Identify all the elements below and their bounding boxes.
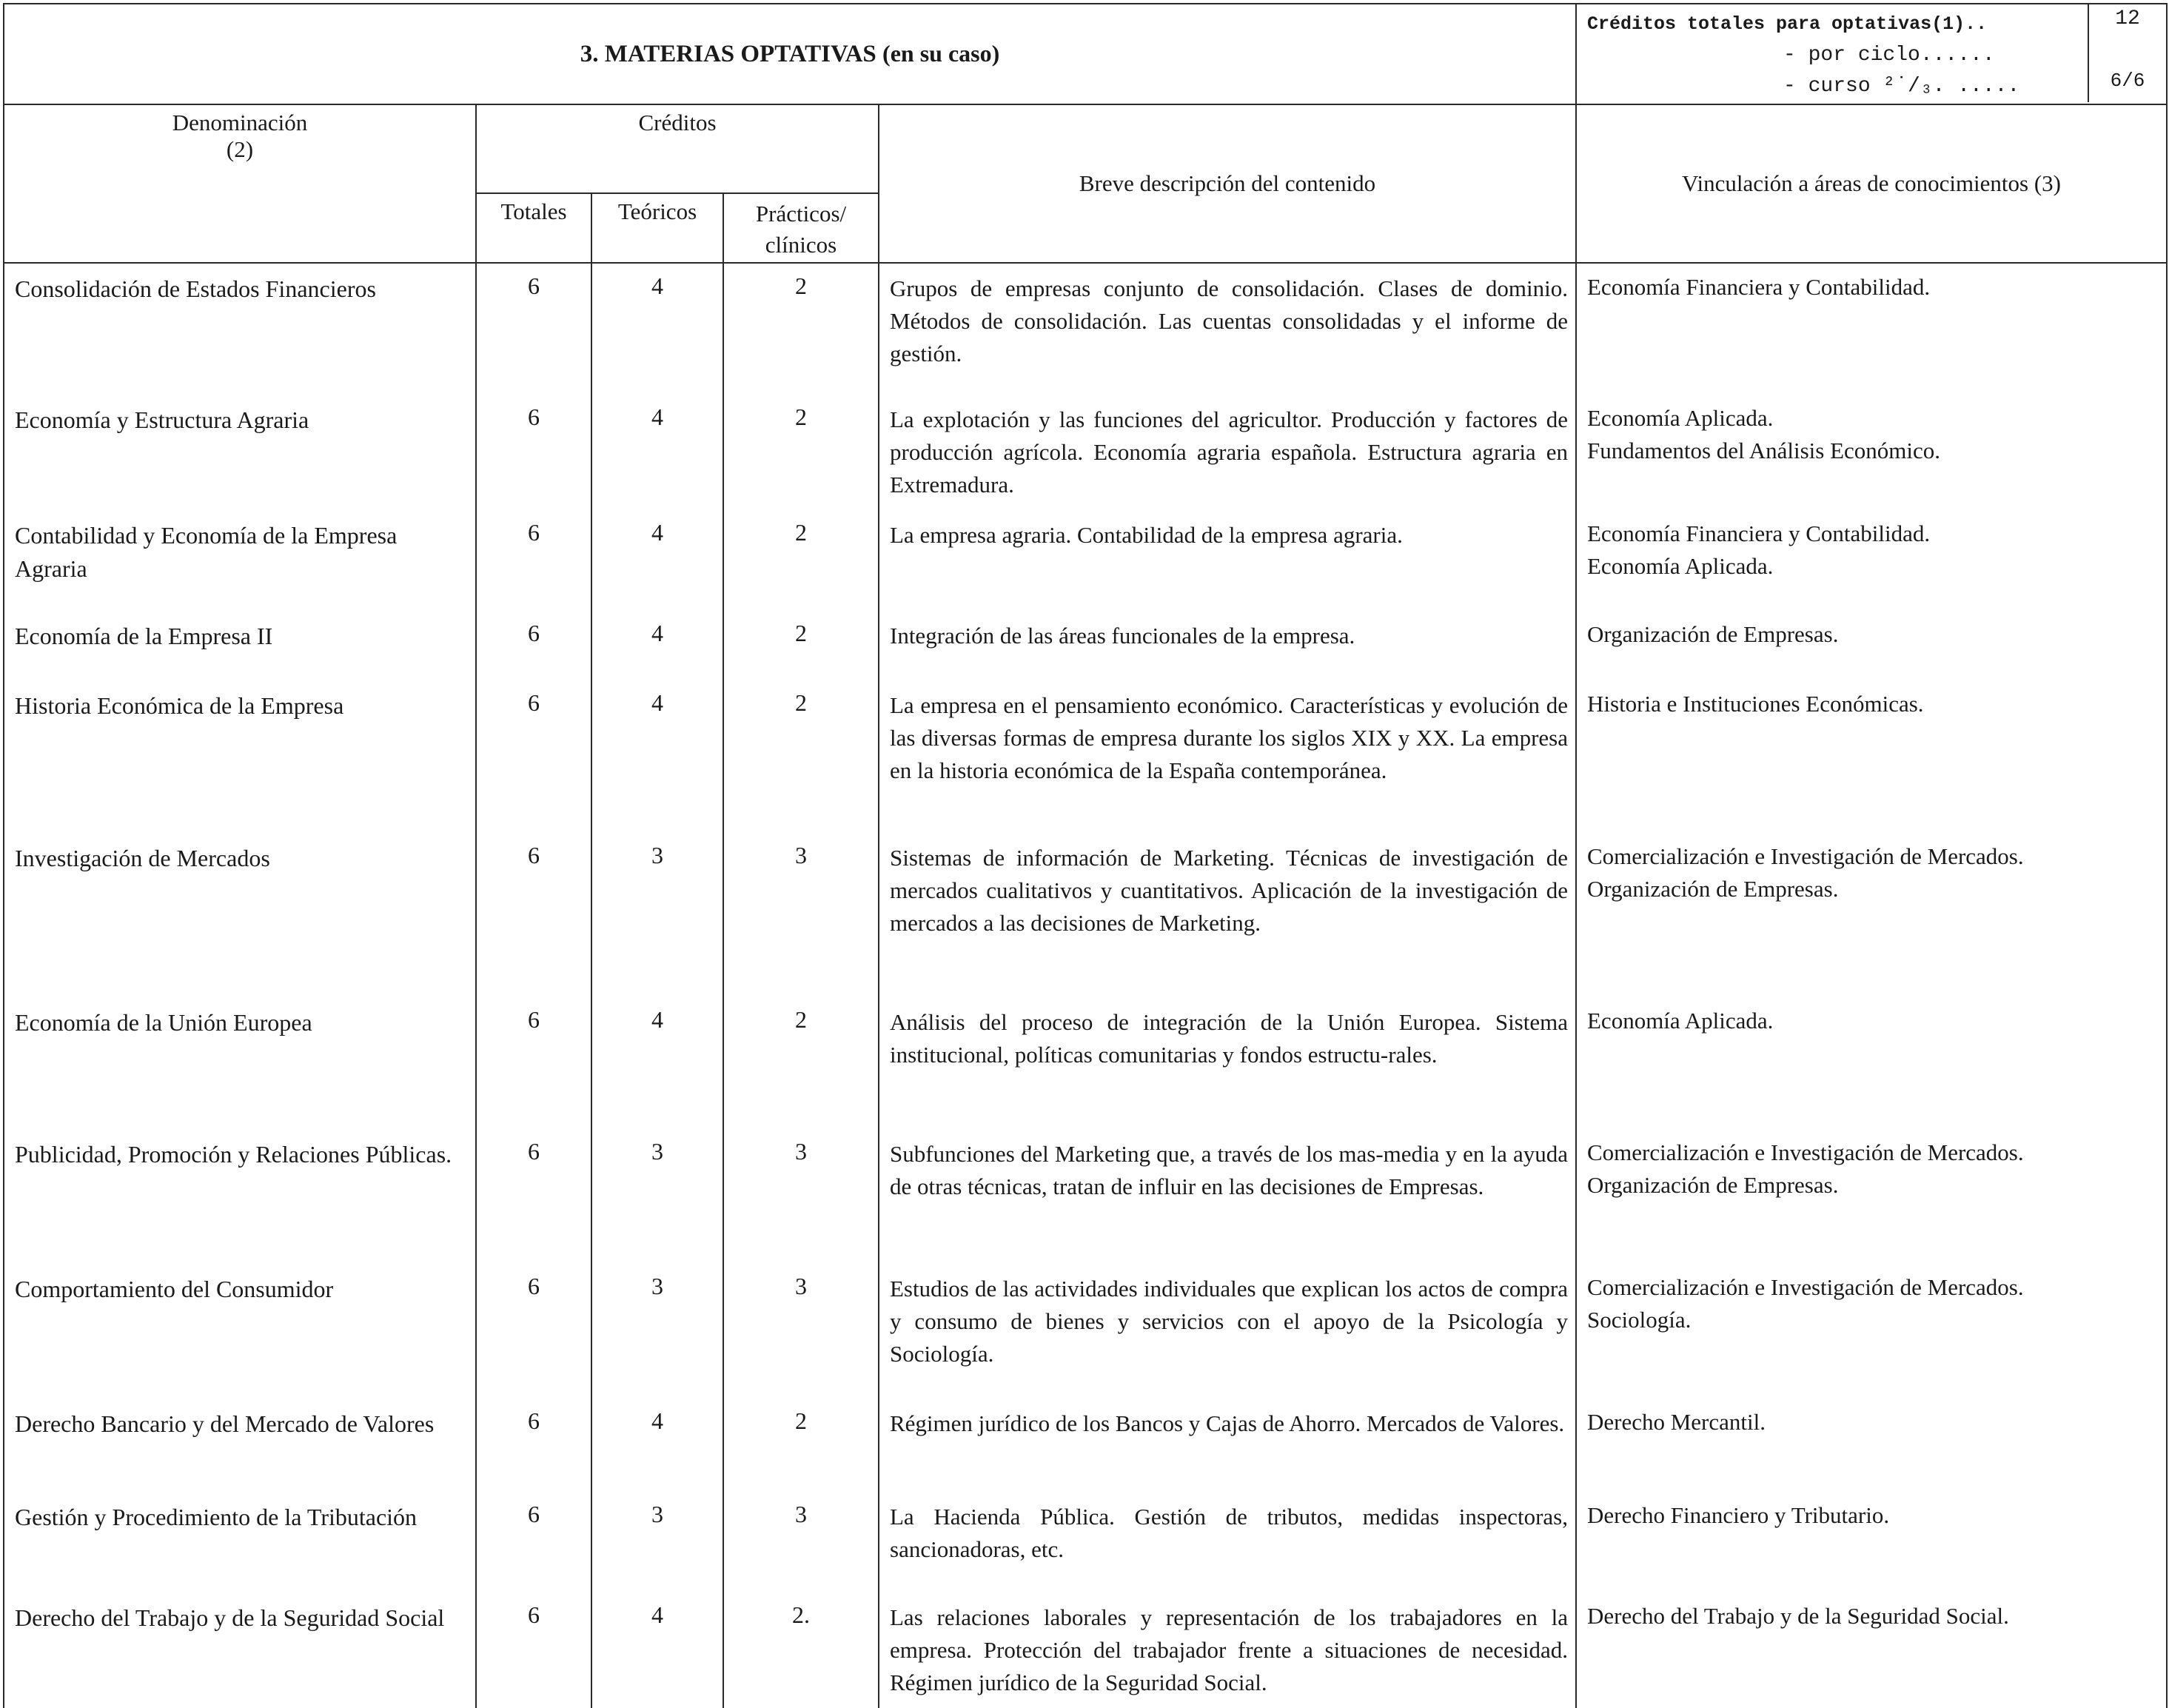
- row-totales: 6: [476, 611, 591, 680]
- col-creditos: Créditos: [476, 104, 879, 193]
- row-totales: 6: [476, 680, 591, 833]
- row-practicos: 2: [723, 510, 879, 611]
- row-description: Integración de las áreas funcionales de la empresa.: [879, 611, 1576, 680]
- row-areas: [1576, 680, 2167, 833]
- row-practicos: 2: [723, 997, 879, 1129]
- table-row: [4, 1593, 2167, 1708]
- page-title: [4, 4, 1576, 104]
- row-name: Consolidación de Estados Financieros: [4, 263, 476, 395]
- row-name: Derecho del Trabajo y de la Seguridad Social: [4, 1593, 476, 1708]
- col-descripcion: Breve descripción del contenido: [879, 104, 1576, 263]
- col-denominacion: [4, 104, 476, 263]
- row-teoricos: 3: [591, 1264, 723, 1399]
- row-teoricos: 4: [591, 1399, 723, 1492]
- title-suffix: (en su caso): [882, 40, 1000, 67]
- area-item: Derecho Mercantil.: [1587, 1409, 1766, 1435]
- row-areas: [1576, 1399, 2167, 1492]
- credits-summary-box: [1576, 4, 2167, 104]
- row-name: Economía de la Unión Europea: [4, 997, 476, 1129]
- row-totales: 6: [476, 1593, 591, 1708]
- table-row: [4, 680, 2167, 833]
- row-description: Grupos de empresas conjunto de consolidación. Clases de dominio. Métodos de consolidación. Las cuentas consolidadas y el informe de gestión.: [879, 263, 1576, 395]
- row-description: La empresa agraria. Contabilidad de la empresa agraria.: [879, 510, 1576, 611]
- table-row: [4, 1492, 2167, 1593]
- row-practicos: 3: [723, 1492, 879, 1593]
- area-item: Economía Aplicada.: [1587, 1008, 1774, 1034]
- row-description: Estudios de las actividades individuales que explican los actos de compra y consumo de bienes y servicios con el apoyo de la Psicología y Sociología.: [879, 1264, 1576, 1399]
- table-row: [4, 997, 2167, 1129]
- row-totales: 6: [476, 833, 591, 997]
- credits-values: [2088, 4, 2166, 102]
- row-teoricos: 4: [591, 611, 723, 680]
- row-description: Régimen jurídico de los Bancos y Cajas de Ahorro. Mercados de Valores.: [879, 1399, 1576, 1492]
- area-item: Historia e Instituciones Económicas.: [1587, 691, 1924, 717]
- row-description: Las relaciones laborales y representación de los trabajadores en la empresa. Protección del trabajador frente a situaciones de necesidad. Régimen jurídico de la Seguridad Social.: [879, 1593, 1576, 1708]
- area-item: Organización de Empresas.: [1587, 1172, 1839, 1198]
- area-item: Comercialización e Investigación de Mercados.: [1587, 1139, 2024, 1165]
- credits-label-ciclo: - por ciclo......: [1783, 44, 1995, 67]
- row-areas: [1576, 1264, 2167, 1399]
- col-practicos: [723, 193, 879, 263]
- area-item: Economía Aplicada.: [1587, 405, 1774, 431]
- row-areas: [1576, 611, 2167, 680]
- area-item: Comercialización e Investigación de Mercados.: [1587, 843, 2024, 869]
- row-totales: 6: [476, 395, 591, 510]
- table-row: [4, 1129, 2167, 1264]
- col-denominacion-note: (2): [226, 136, 254, 162]
- table-row: [4, 611, 2167, 680]
- row-areas: [1576, 395, 2167, 510]
- col-denominacion-label: Denominación: [172, 110, 308, 135]
- row-practicos: 3: [723, 833, 879, 997]
- credits-label-total: Créditos totales para optativas(1)..: [1587, 13, 1988, 35]
- row-totales: 6: [476, 1264, 591, 1399]
- row-teoricos: 4: [591, 395, 723, 510]
- row-description: La empresa en el pensamiento económico. Características y evolución de las diversas formas de empresa durante los siglos XIX y XX. La empresa en la historia económica de la España contemporánea.: [879, 680, 1576, 833]
- row-name: Economía y Estructura Agraria: [4, 395, 476, 510]
- row-totales: 6: [476, 1399, 591, 1492]
- document-page: [3, 3, 2166, 1695]
- col-totales: Totales: [476, 193, 591, 263]
- row-areas: [1576, 1129, 2167, 1264]
- area-item: Economía Financiera y Contabilidad.: [1587, 520, 1931, 546]
- row-teoricos: 3: [591, 833, 723, 997]
- row-practicos: 3: [723, 1264, 879, 1399]
- area-item: Economía Financiera y Contabilidad.: [1587, 274, 1931, 300]
- area-item: Organización de Empresas.: [1587, 621, 1839, 647]
- column-header-row: [4, 104, 2167, 193]
- area-item: Derecho del Trabajo y de la Seguridad Social.: [1587, 1603, 2009, 1629]
- area-item: Comercialización e Investigación de Mercados.: [1587, 1274, 2024, 1300]
- row-totales: 6: [476, 510, 591, 611]
- row-teoricos: 3: [591, 1129, 723, 1264]
- col-teoricos: Teóricos: [591, 193, 723, 263]
- row-totales: 6: [476, 263, 591, 395]
- row-practicos: 3: [723, 1129, 879, 1264]
- row-name: Derecho Bancario y del Mercado de Valores: [4, 1399, 476, 1492]
- row-practicos: 2: [723, 611, 879, 680]
- table-row: [4, 1264, 2167, 1399]
- row-name: Gestión y Procedimiento de la Tributación: [4, 1492, 476, 1593]
- title-main: 3. MATERIAS OPTATIVAS: [580, 41, 876, 67]
- row-name: Publicidad, Promoción y Relaciones Públicas.: [4, 1129, 476, 1264]
- row-teoricos: 4: [591, 1593, 723, 1708]
- area-item: Organización de Empresas.: [1587, 876, 1839, 902]
- row-areas: [1576, 997, 2167, 1129]
- row-name: Investigación de Mercados: [4, 833, 476, 997]
- row-teoricos: 4: [591, 510, 723, 611]
- optativas-table: [3, 3, 2168, 1708]
- row-practicos: 2.: [723, 1593, 879, 1708]
- table-row: [4, 263, 2167, 395]
- row-totales: 6: [476, 997, 591, 1129]
- row-areas: [1576, 263, 2167, 395]
- row-teoricos: 3: [591, 1492, 723, 1593]
- area-item: Fundamentos del Análisis Económico.: [1587, 438, 1941, 463]
- area-item: Derecho Financiero y Tributario.: [1587, 1502, 1890, 1528]
- row-name: Contabilidad y Economía de la Empresa Agraria: [4, 510, 476, 611]
- row-description: La explotación y las funciones del agricultor. Producción y factores de producción agrícola. Economía agraria española. Estructura agraria en Extremadura.: [879, 395, 1576, 510]
- table-row: [4, 833, 2167, 997]
- row-areas: [1576, 1492, 2167, 1593]
- row-teoricos: 4: [591, 997, 723, 1129]
- row-areas: [1576, 1593, 2167, 1708]
- row-practicos: 2: [723, 395, 879, 510]
- credits-label-curso: - curso ²˙/₃. .....: [1783, 75, 2020, 98]
- table-body: [4, 263, 2167, 1708]
- row-practicos: 2: [723, 680, 879, 833]
- row-name: Historia Económica de la Empresa: [4, 680, 476, 833]
- col-practicos-label-2: clínicos: [765, 232, 837, 258]
- credits-value-total: 12: [2115, 7, 2140, 30]
- row-description: La Hacienda Pública. Gestión de tributos, medidas inspectoras, sancionadoras, etc.: [879, 1492, 1576, 1593]
- row-name: Comportamiento del Consumidor: [4, 1264, 476, 1399]
- row-teoricos: 4: [591, 263, 723, 395]
- row-teoricos: 4: [591, 680, 723, 833]
- col-vinculacion: Vinculación a áreas de conocimientos (3): [1576, 104, 2167, 263]
- area-item: Economía Aplicada.: [1587, 553, 1774, 579]
- table-row: [4, 1399, 2167, 1492]
- header-title-row: [4, 4, 2167, 104]
- row-description: Sistemas de información de Marketing. Técnicas de investigación de mercados cualitativos y cuantitativos. Aplicación de la investigación de mercados a las decisiones de Marketing.: [879, 833, 1576, 997]
- credits-value-curso: 6/6: [2110, 70, 2145, 92]
- credits-labels: [1587, 9, 2019, 102]
- table-row: [4, 510, 2167, 611]
- row-name: Economía de la Empresa II: [4, 611, 476, 680]
- table-row: [4, 395, 2167, 510]
- area-item: Sociología.: [1587, 1307, 1692, 1333]
- row-practicos: 2: [723, 263, 879, 395]
- row-description: Análisis del proceso de integración de la Unión Europea. Sistema institucional, políticas comunitarias y fondos estructu-rales.: [879, 997, 1576, 1129]
- row-areas: [1576, 833, 2167, 997]
- row-totales: 6: [476, 1492, 591, 1593]
- row-practicos: 2: [723, 1399, 879, 1492]
- row-totales: 6: [476, 1129, 591, 1264]
- row-description: Subfunciones del Marketing que, a través de los mas-media y en la ayuda de otras técnicas, tratan de influir en las decisiones de Empresas.: [879, 1129, 1576, 1264]
- row-areas: [1576, 510, 2167, 611]
- col-practicos-label: Prácticos/: [755, 201, 847, 227]
